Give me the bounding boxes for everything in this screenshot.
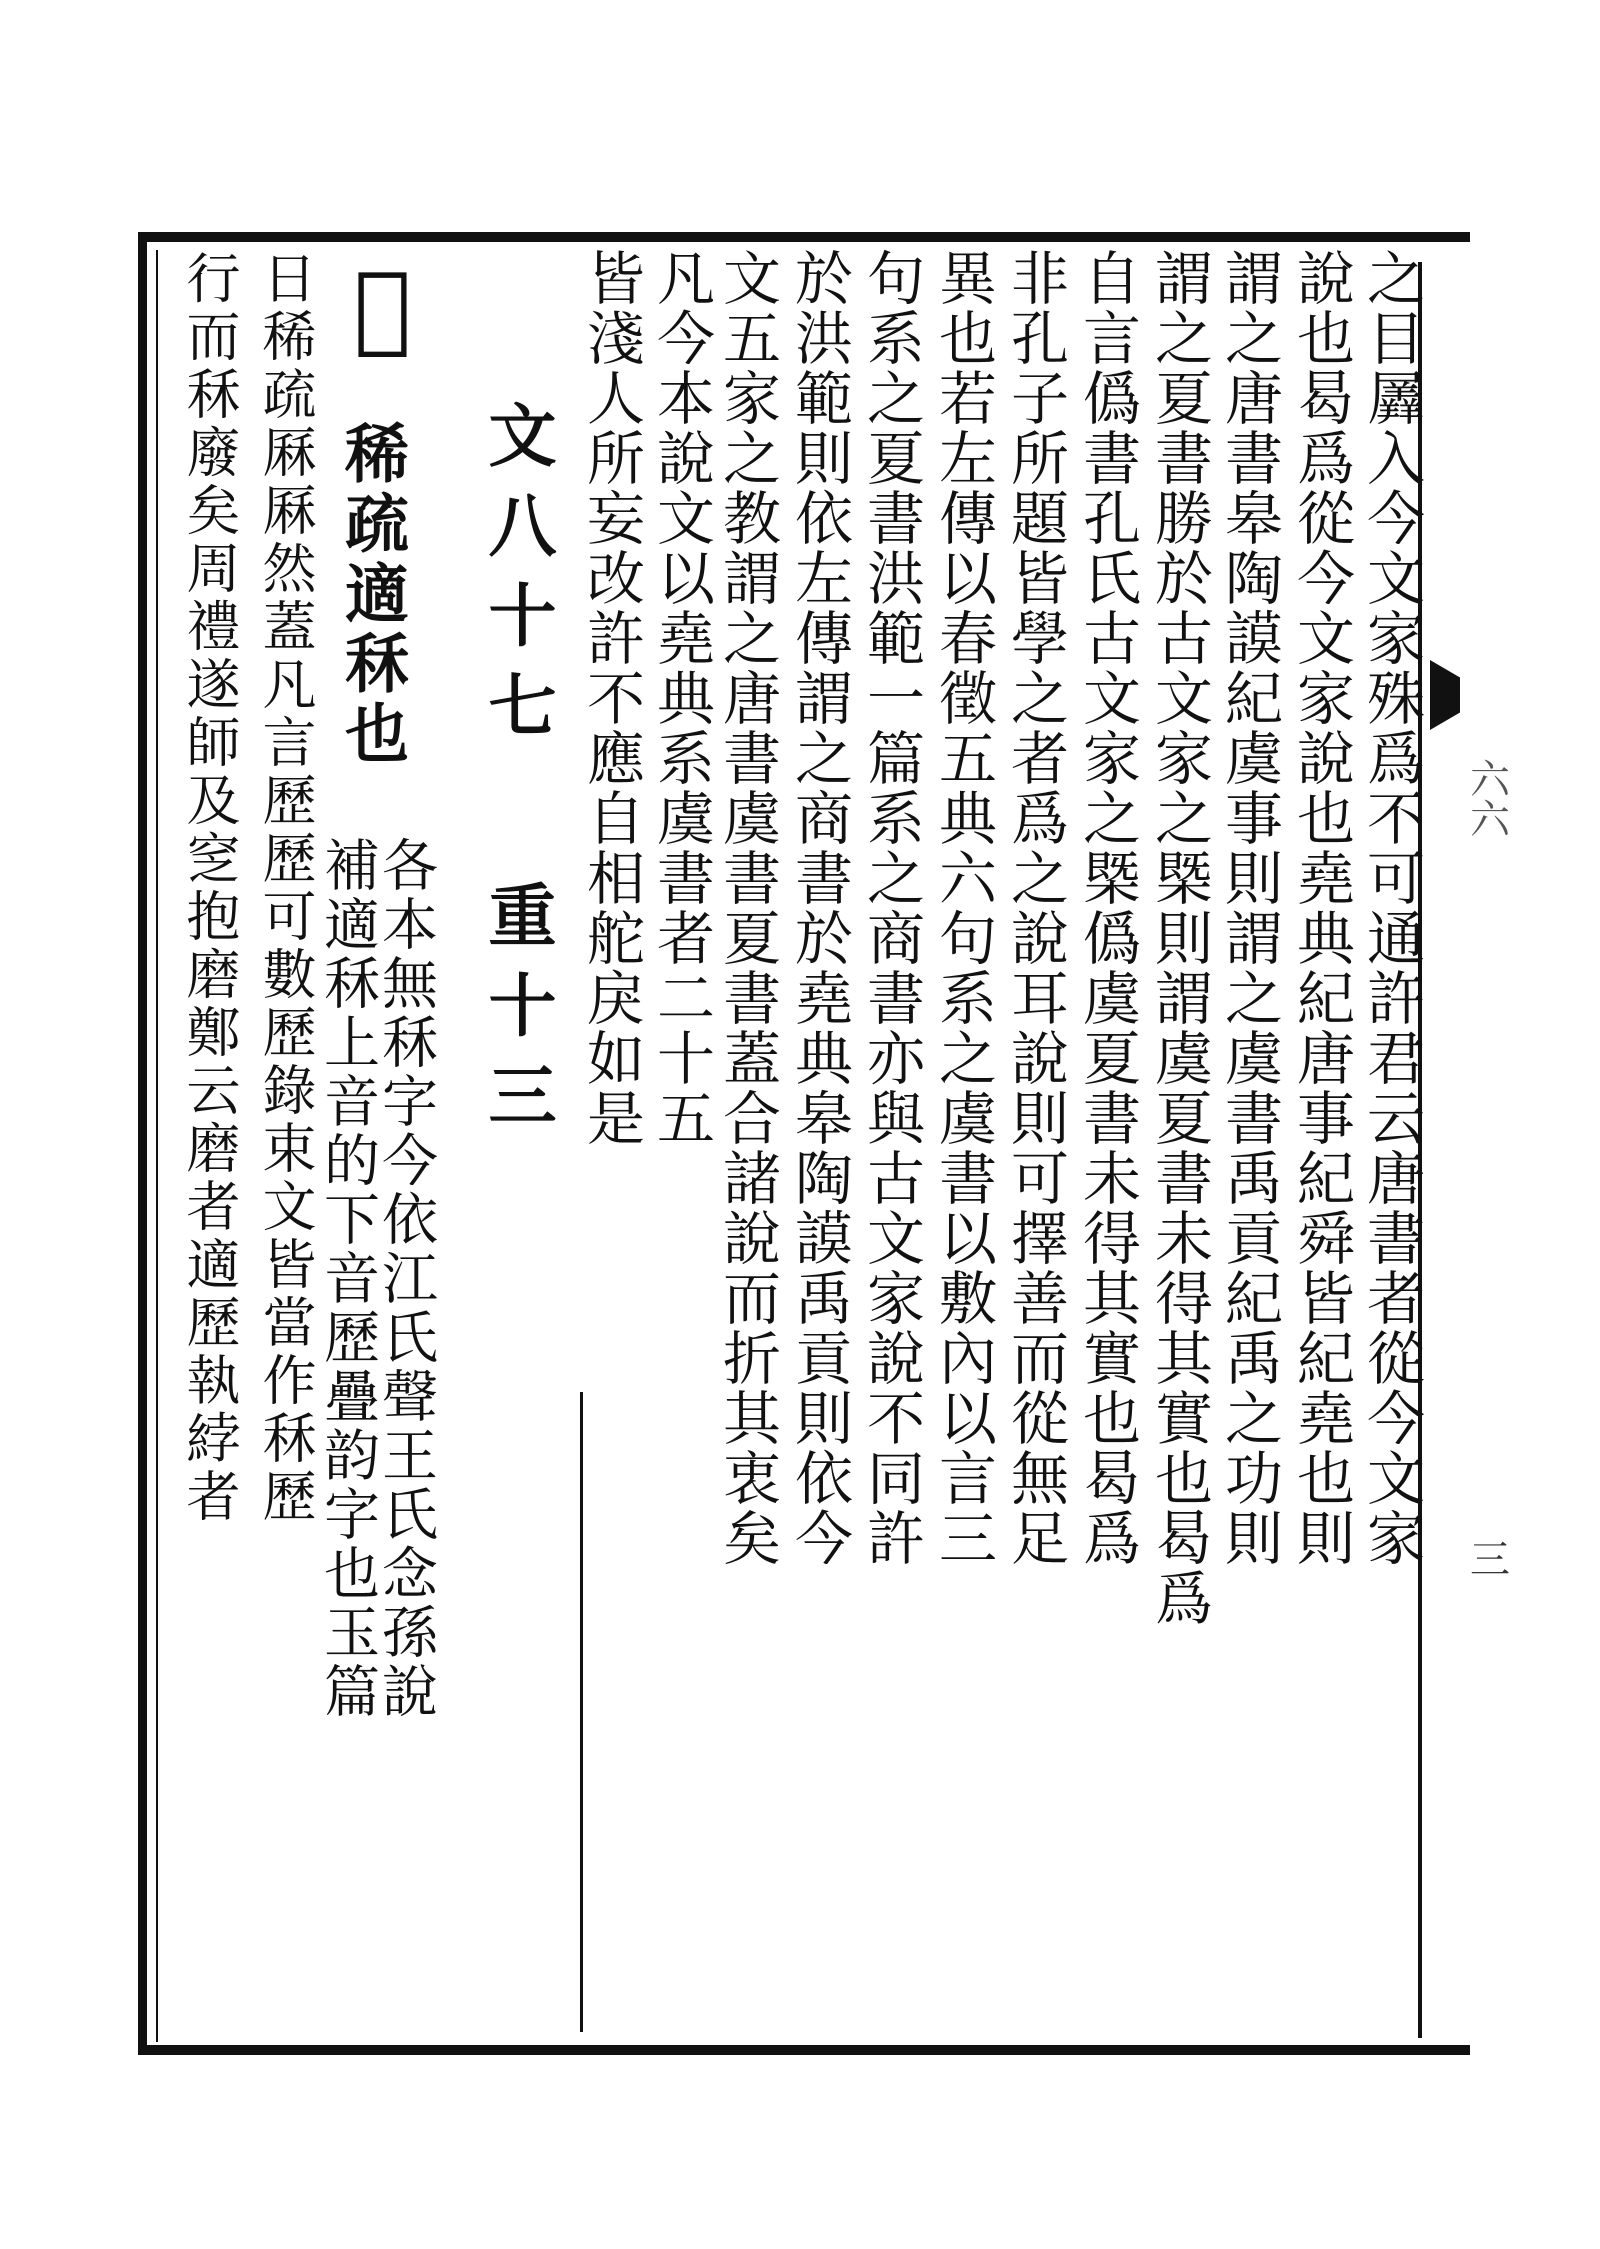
edge-marginal-text-bottom: 三 [1470, 1537, 1510, 1583]
text-column-8: 句系之夏書洪範一篇系之商書亦與古文家說不同許 [857, 248, 925, 1568]
text-column-4: 謂之夏書勝於古文家之槩則謂虞夏書未得其實也曷爲 [1145, 248, 1213, 1628]
entry-title: 稀疏適秝也 [334, 420, 409, 770]
text-column-9: 於洪範則依左傳謂之商書於堯典皋陶謨禹貢則依今 [785, 248, 853, 1568]
entry-annotation-right: 各本無秝字今依江氏聲王氏念孫說 [373, 836, 438, 1721]
text-column-2: 說也曷爲從今文家說也堯典紀唐事紀舜皆紀堯也則 [1287, 248, 1355, 1568]
entry-annotation-left: 補適秝上音的下音歷疊韵字也玉篇 [315, 836, 380, 1721]
editorial-note-column-1: 凡今本說文以堯典系虞書者二十五 [647, 248, 715, 1148]
text-column-3: 謂之唐書皋陶謨紀虞事則謂之虞書禹貢紀禹之功則 [1215, 248, 1283, 1568]
inner-left-rule [156, 250, 158, 2042]
text-column-5: 自言僞書孔氏古文家之槩僞虞夏書未得其實也曷爲 [1073, 248, 1141, 1568]
text-column-7: 異也若左傳以春徵五典六句系之虞書以敷內以言三 [929, 248, 997, 1568]
commentary-column-left-2: 行而秝廢矣周禮遂師及窆抱磨鄭云磨者適歷執綍者 [178, 250, 241, 1526]
section-divider-rule [580, 1392, 583, 2032]
text-column-1: 之目羼入今文家殊爲不可通許君云唐書者從今文家 [1357, 248, 1425, 1568]
text-column-10: 文五家之教謂之唐書虞書夏書蓋合諸說而折其衷矣 [713, 248, 781, 1568]
commentary-column-left-1: 日稀疏厤厤然蓋凡言歷歷可數歷錄束文皆當作秝歷 [254, 250, 317, 1526]
character-count-heading: 文八十七 [477, 400, 557, 760]
variant-count-heading: 重十三 [477, 880, 557, 1150]
text-column-6: 非孔子所題皆學之者爲之說耳說則可擇善而從無足 [1001, 248, 1069, 1568]
seal-script-glyph: 𪝹 [326, 250, 439, 363]
edge-marginal-text-top: 六六 [1470, 757, 1510, 843]
editorial-note-column-2: 皆淺人所妄改許不應自相舵戾如是 [577, 248, 645, 1148]
